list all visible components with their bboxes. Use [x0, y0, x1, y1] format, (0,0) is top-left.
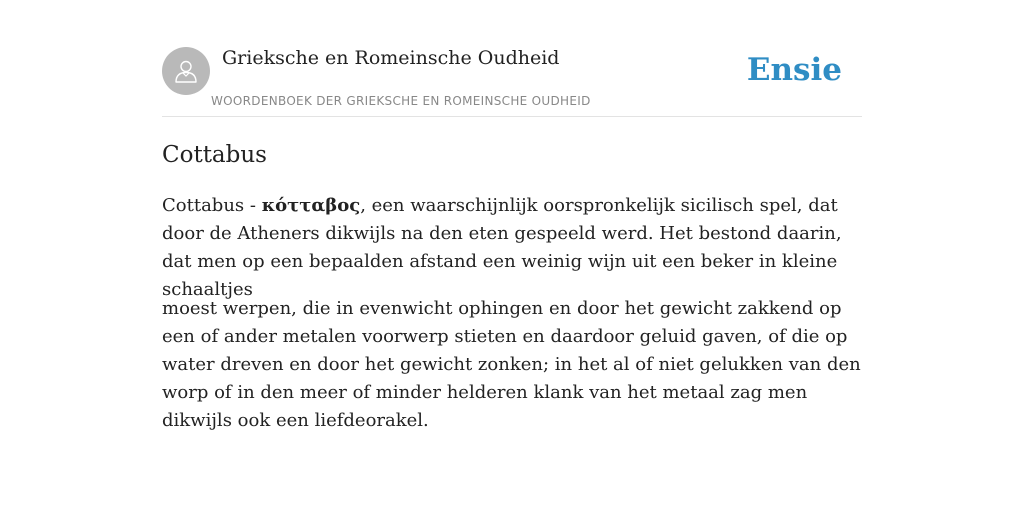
entry-paragraph-2: moest werpen, die in evenwicht ophingen en door het gewicht zakkend op een of ander metalen voorwerp stieten en daardoor geluid gaven, of die op water dreven en door het gewicht zonken; in het al of niet gelukken van den worp of in den meer of minder helderen klank van het metaal zag men dikwijls ook een liefdeorakel. [162, 298, 861, 431]
entry-paragraph-1 [162, 192, 862, 304]
term-prefix: Cottabus - [162, 195, 262, 216]
entry-title: Cottabus [162, 142, 267, 168]
greek-term: κότταβος [261, 195, 361, 216]
dictionary-header [162, 0, 862, 117]
dictionary-avatar[interactable] [162, 47, 210, 95]
dictionary-subtitle[interactable]: WOORDENBOEK DER GRIEKSCHE EN ROMEINSCHE OUDHEID [211, 94, 591, 108]
dictionary-title-link[interactable]: Grieksche en Romeinsche Oudheid [222, 47, 560, 69]
ensie-logo[interactable]: Ensie [746, 52, 842, 88]
user-icon [172, 57, 200, 85]
page-container [162, 0, 862, 431]
paragraph-1-text: , een waarschijnlijk oorspronkelijk sicilisch spel, dat door de Atheners dikwijls na den eten gespeeld werd. Het bestond daarin, dat men op een bepaalden afstand een weinig wijn uit een beker in kleine schaaltjes [162, 195, 842, 300]
